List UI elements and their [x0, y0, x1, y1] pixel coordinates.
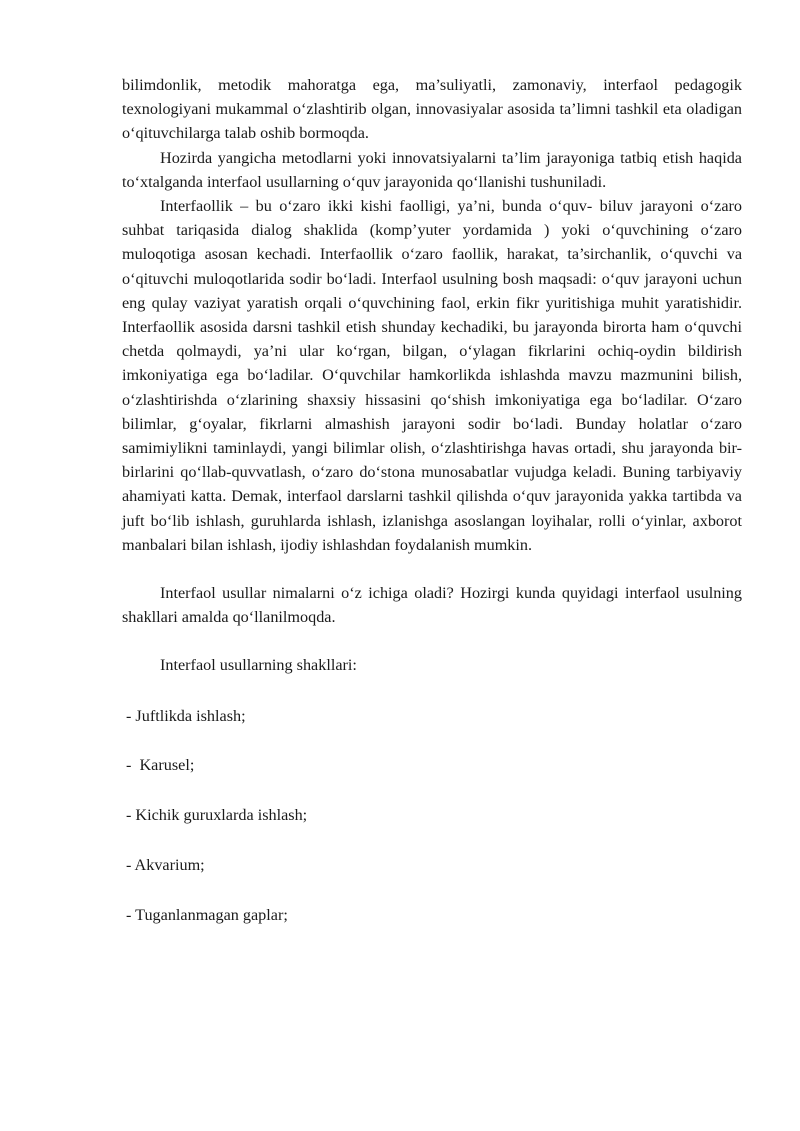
- paragraph-interactive-methods-question: Interfaol usullar nimalarni o‘z ichiga oladi? Hozirgi kunda quyidagi interfaol usulning shakllari amalda qo‘llanilmoqda.: [122, 584, 742, 627]
- paragraph-continuation: bilimdonlik, metodik mahoratga ega, ma’suliyatli, zamonaviy, interfaol pedagogik texnologiyani mukammal o‘zlashtirib olgan, innovasiyalar asosida ta’limni tashkil eta oladigan o‘qituvchilarga talab oshib bormoqda.: [122, 76, 742, 143]
- list-item-unfinished-sentences: - Tuganlanmagan gaplar;: [126, 905, 288, 924]
- list-item-small-groups: - Kichik guruxlarda ishlash;: [126, 806, 308, 825]
- list-item-aquarium: - Akvarium;: [126, 856, 205, 875]
- list-heading: Interfaol usullarning shakllari:: [160, 656, 357, 675]
- paragraph-interactivity-definition: Interfaollik – bu o‘zaro ikki kishi faolligi, ya’ni, bunda o‘quv- biluv jarayoni o‘zaro suhbat tariqasida dialog shaklida (komp’yuter yordamida ) yoki o‘quvchining o‘zaro muloqotiga asosan kechadi. Interfaollik o‘zaro faollik, harakat, ta’sirchanlik, o‘quvchi va o‘qituvchi muloqotlarida sodir bo‘ladi. Interfaol usulning bosh maqsadi: o‘quv jarayoni uchun eng qulay vaziyat yaratish orqali o‘quvchining faol, erkin fikr yuritishiga muhit yaratishidir. Interfaollik asosida darsni tashkil etish shunday kechadiki, bu jarayonda birorta ham o‘quvchi chetda qolmaydi, ya’ni ular ko‘rgan, bilgan, o‘ylagan fikrlarini ochiq-oydin bildirish imkoniyatiga ega bo‘ladilar. O‘quvchilar hamkorlikda ishlashda mavzu mazmunini bilish, o‘zlashtirishda o‘zlarining shaxsiy hissasini qo‘shish imkoniyatiga ega bo‘ladilar. O‘zaro bilimlar, g‘oyalar, fikrlarni almashish jarayoni sodir bo‘ladi. Bunday holatlar o‘zaro samimiylikni taminlaydi, yangi bilimlar olish, o‘zlashtirishga havas ortadi, shu jarayonda bir-birlarini qo‘llab-quvvatlash, o‘zaro do‘stona munosabatlar vujudga keladi. Buning tarbiyaviy ahamiyati katta. Demak, interfaol darslarni tashkil qilishda o‘quv jarayonida yakka tartibda va juft bo‘lib ishlash, guruhlarda ishlash, izlanishga asoslangan loyihalar, rolli o‘yinlar, axborot manbalari bilan ishlash, ijodiy ishlashdan foydalanish mumkin.: [122, 197, 742, 554]
- paragraph-innovations: Hozirda yangicha metodlarni yoki innovatsiyalarni ta’lim jarayoniga tatbiq etish haqida to‘xtalganda interfaol usullarning o‘quv jarayonida qo‘llanishi tushuniladi.: [122, 148, 742, 191]
- list-item-pair-work: - Juftlikda ishlash;: [126, 706, 246, 725]
- methods-list: [126, 704, 742, 927]
- list-item-carousel: - Karusel;: [126, 756, 195, 775]
- document-page: [122, 73, 742, 953]
